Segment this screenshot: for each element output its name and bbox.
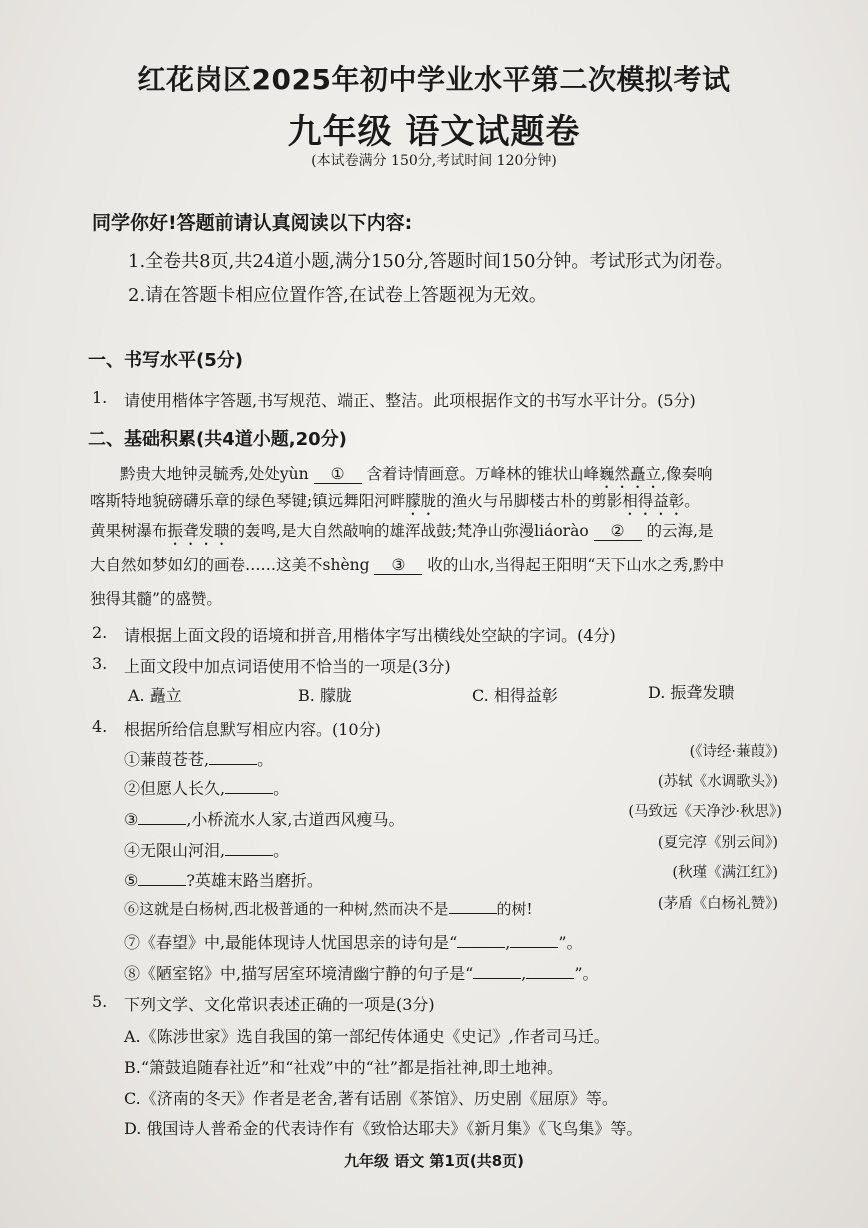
option-d: D. 振聋发聩 (648, 683, 735, 702)
instruction-item: 1.全卷共8页,共24道小题,满分150分,答题时间150分钟。考试形式为闭卷。 (128, 251, 734, 272)
option-a: A.《陈涉世家》选自我国的第一部纪传体通史《史记》,作者司马迁。 (124, 1027, 610, 1046)
blank-2: ② (594, 523, 642, 541)
recite-item (124, 898, 533, 919)
recite-item (124, 807, 405, 830)
recite-text: ?英雄末路当磨折。 (186, 871, 323, 890)
recite-text: 。 (257, 750, 274, 769)
passage-line (90, 519, 713, 549)
passage-text: 含着诗情画意。万峰林的锥状山峰 (366, 465, 600, 483)
recite-item (124, 838, 289, 861)
answer-blank (225, 855, 273, 856)
recite-text: ”。 (558, 933, 583, 952)
answer-blank (457, 947, 505, 948)
question-number: 5. (92, 992, 108, 1011)
passage-line (90, 489, 700, 519)
option-c: C. 相得益彰 (472, 686, 558, 705)
passage-text: 收的山水,当得起王阳明“天下山水之秀,黔中 (427, 556, 725, 574)
passage-line (90, 553, 724, 575)
option-a: A. 矗立 (128, 686, 182, 705)
recite-source: (苏轼《水调歌头》) (657, 774, 778, 790)
answer-blank (473, 978, 521, 979)
passage-text: 大自然如梦如幻的画卷……这美不shèng (90, 556, 370, 574)
option-b: B. 朦胧 (298, 686, 352, 705)
passage-line: 独得其髓”的盛赞。 (90, 590, 222, 608)
recite-source: (《诗经·蒹葭》) (689, 744, 778, 760)
recite-item (124, 776, 289, 799)
exam-title: 红花岗区2025年初中学业水平第二次模拟考试 (137, 63, 731, 96)
section-heading: 一、书写水平(5分) (88, 350, 243, 371)
dotted-word: 相得益彰 (622, 492, 685, 510)
recite-item (124, 868, 323, 891)
blank-1: ① (314, 466, 362, 484)
instructions-greeting: 同学你好!答题前请认真阅读以下内容: (92, 212, 413, 234)
recite-text: ⑦《春望》中,最能体现诗人忧国思亲的诗句是“ (124, 933, 458, 952)
answer-blank (526, 978, 574, 979)
question-number: 4. (92, 717, 108, 736)
passage-text: ,像奏响 (661, 465, 713, 483)
instruction-item: 2.请在答题卡相应位置作答,在试卷上答题视为无效。 (128, 285, 547, 306)
answer-blank (138, 885, 186, 886)
blank-3: ③ (374, 557, 422, 575)
question-text: 请使用楷体字答题,书写规范、端正、整洁。此项根据作文的书写水平计分。(5分) (124, 391, 696, 410)
question-number: 2. (92, 623, 108, 642)
recite-text: ,小桥流水人家,古道西风瘦马。 (186, 810, 405, 829)
question-text: 根据所给信息默写相应内容。(10分) (124, 720, 381, 739)
passage-text: 。 (684, 492, 700, 510)
recite-text: 。 (273, 841, 290, 860)
answer-blank (449, 913, 497, 914)
recite-text: 。 (273, 779, 290, 798)
recite-item (124, 961, 599, 984)
section-heading: 二、基础积累(共4道小题,20分) (88, 429, 347, 450)
recite-text: ②但愿人长久, (124, 779, 226, 798)
recite-source: (秋瑾《满江红》) (672, 865, 778, 881)
recite-text: ⑤ (124, 871, 139, 890)
recite-text: ”。 (574, 964, 599, 983)
recite-text: 的树! (496, 900, 533, 918)
answer-blank (209, 764, 257, 765)
recite-text: ④无限山河泪, (124, 841, 226, 860)
dotted-word: 朦胧 (405, 492, 437, 510)
passage-text: 的轰鸣,是大自然敲响的雄浑战鼓;梵净山弥漫liáorào (229, 522, 589, 540)
passage-line (120, 462, 713, 492)
dotted-word: 振聋发聩 (167, 522, 230, 540)
option-b: B.“箫鼓追随春社近”和“社戏”中的“社”都是指社神,即土地神。 (124, 1058, 564, 1077)
option-c: C.《济南的冬天》作者是老舍,著有话剧《茶馆》、历史剧《屈原》等。 (124, 1089, 618, 1108)
question-text: 下列文学、文化常识表述正确的一项是(3分) (124, 995, 435, 1014)
recite-source: (茅盾《白杨礼赞》) (657, 896, 778, 912)
option-d: D. 俄国诗人普希金的代表诗作有《致恰达耶夫》《新月集》《飞鸟集》等。 (124, 1119, 643, 1138)
recite-text: , (521, 964, 527, 983)
recite-item (124, 747, 273, 770)
dotted-word: 巍然矗立 (599, 465, 662, 483)
passage-text: 的云海,是 (646, 522, 714, 540)
question-text: 上面文段中加点词语使用不恰当的一项是(3分) (124, 657, 451, 676)
page-footer: 九年级 语文 第1页(共8页) (343, 1152, 525, 1170)
recite-item (124, 930, 583, 953)
passage-text: 喀斯特地貌磅礴乐章的绿色琴键;镇远舞阳河畔 (90, 492, 406, 510)
answer-blank (225, 793, 273, 794)
exam-score-time: (本试卷满分 150分,考试时间 120分钟) (311, 153, 557, 169)
question-number: 3. (92, 654, 108, 673)
recite-text: ①蒹葭苍苍, (124, 750, 210, 769)
recite-source: (马致远《天净沙·秋思》) (628, 804, 782, 820)
passage-text: 黔贵大地钟灵毓秀,处处yùn (120, 465, 309, 483)
recite-text: ⑧《陋室铭》中,描写居室环境清幽宁静的句子是“ (124, 964, 474, 983)
question-text: 请根据上面文段的语境和拼音,用楷体字写出横线处空缺的字词。(4分) (124, 626, 616, 645)
recite-text: , (505, 933, 511, 952)
exam-subject-title: 九年级 语文试题卷 (287, 112, 581, 152)
recite-text: ③ (124, 810, 139, 829)
passage-text: 黄果树瀑布 (90, 522, 168, 540)
recite-source: (夏完淳《别云间》) (657, 835, 778, 851)
recite-text: ⑥这就是白杨树,西北极普通的一种树,然而决不是 (124, 900, 449, 918)
passage-text: 的渔火与吊脚楼古朴的剪影 (436, 492, 623, 510)
question-number: 1. (92, 388, 108, 407)
answer-blank (510, 947, 558, 948)
answer-blank (138, 824, 186, 825)
